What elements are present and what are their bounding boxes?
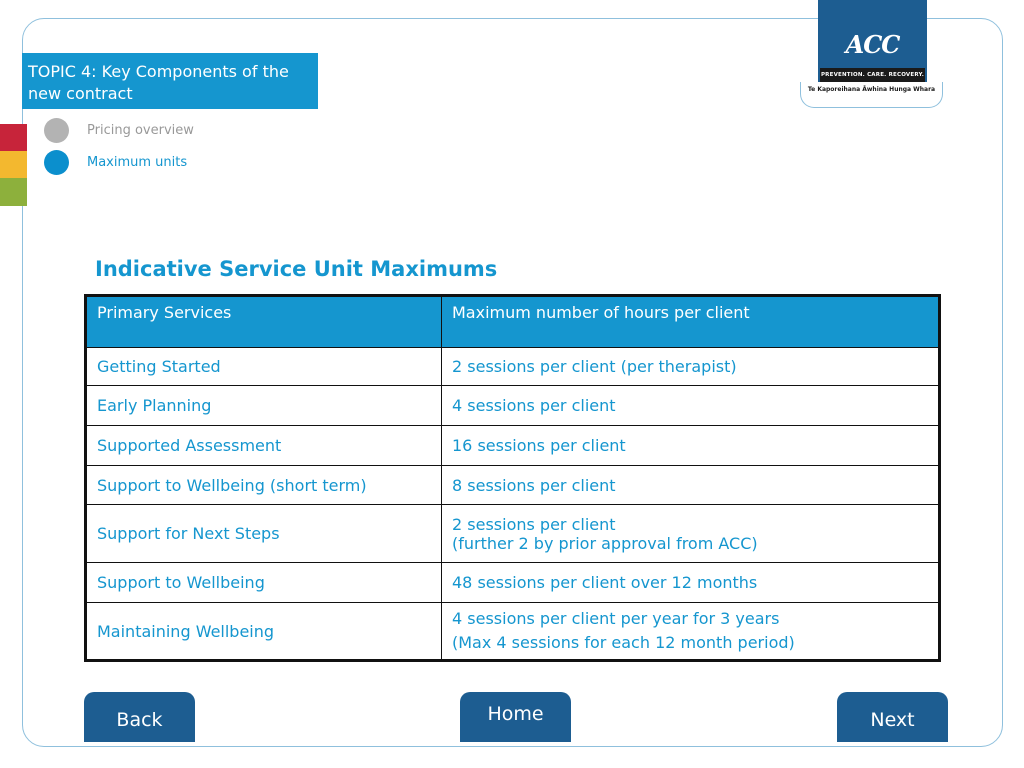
max-cell	[442, 603, 940, 661]
table-row	[86, 466, 940, 505]
nav-item-label: Maximum units	[87, 155, 188, 170]
service-cell: Getting Started	[86, 348, 442, 386]
page-title: Indicative Service Unit Maximums	[95, 257, 498, 281]
table-row	[86, 505, 940, 563]
max-note: (Max 4 sessions for each 12 month period)	[452, 633, 795, 652]
table-header-cell: Primary Services	[86, 296, 442, 348]
max-value: 4 sessions per client	[452, 396, 616, 415]
max-note: (further 2 by prior approval from ACC)	[452, 533, 758, 553]
max-value: 2 sessions per client (per therapist)	[452, 357, 737, 376]
max-value: 2 sessions per client	[452, 514, 616, 534]
color-bar-yellow	[0, 151, 27, 178]
max-cell	[442, 426, 940, 466]
table-row	[86, 348, 940, 386]
max-cell	[442, 348, 940, 386]
service-cell: Maintaining Wellbeing	[86, 603, 442, 661]
table-row	[86, 563, 940, 603]
home-button[interactable]: Home	[460, 692, 571, 742]
table-row	[86, 603, 940, 661]
max-cell	[442, 563, 940, 603]
table-row	[86, 386, 940, 426]
nav-item-pricing-overview[interactable]	[44, 118, 194, 143]
max-value: 8 sessions per client	[452, 475, 616, 495]
max-cell	[442, 505, 940, 563]
color-bar-green	[0, 178, 27, 206]
service-cell: Support to Wellbeing (short term)	[86, 466, 442, 505]
service-cell: Support for Next Steps	[86, 505, 442, 563]
back-button[interactable]: Back	[84, 692, 195, 742]
nav-dot-icon	[44, 118, 69, 143]
table-row	[86, 426, 940, 466]
logo-tagline: PREVENTION. CARE. RECOVERY.	[820, 68, 925, 82]
color-bar-red	[0, 124, 27, 151]
max-value: 4 sessions per client per year for 3 years	[452, 609, 780, 628]
nav-dot-icon	[44, 150, 69, 175]
nav-item-maximum-units[interactable]	[44, 150, 187, 175]
max-cell	[442, 386, 940, 426]
service-cell: Early Planning	[86, 386, 442, 426]
max-cell	[442, 466, 940, 505]
service-cell: Supported Assessment	[86, 426, 442, 466]
logo-mark: ACC	[845, 30, 900, 59]
nav-item-label: Pricing overview	[87, 123, 194, 138]
table-header-cell: Maximum number of hours per client	[442, 296, 940, 348]
table-header-row	[86, 296, 940, 348]
service-units-table	[84, 294, 941, 662]
acc-logo	[818, 0, 927, 82]
max-value: 48 sessions per client over 12 months	[452, 573, 758, 592]
max-value: 16 sessions per client	[452, 436, 626, 455]
service-cell: Support to Wellbeing	[86, 563, 442, 603]
topic-title: TOPIC 4: Key Components of the new contract	[22, 53, 318, 109]
logo-maori-text: Te Kaporeihana Āwhina Hunga Whara	[807, 86, 936, 93]
next-button[interactable]: Next	[837, 692, 948, 742]
